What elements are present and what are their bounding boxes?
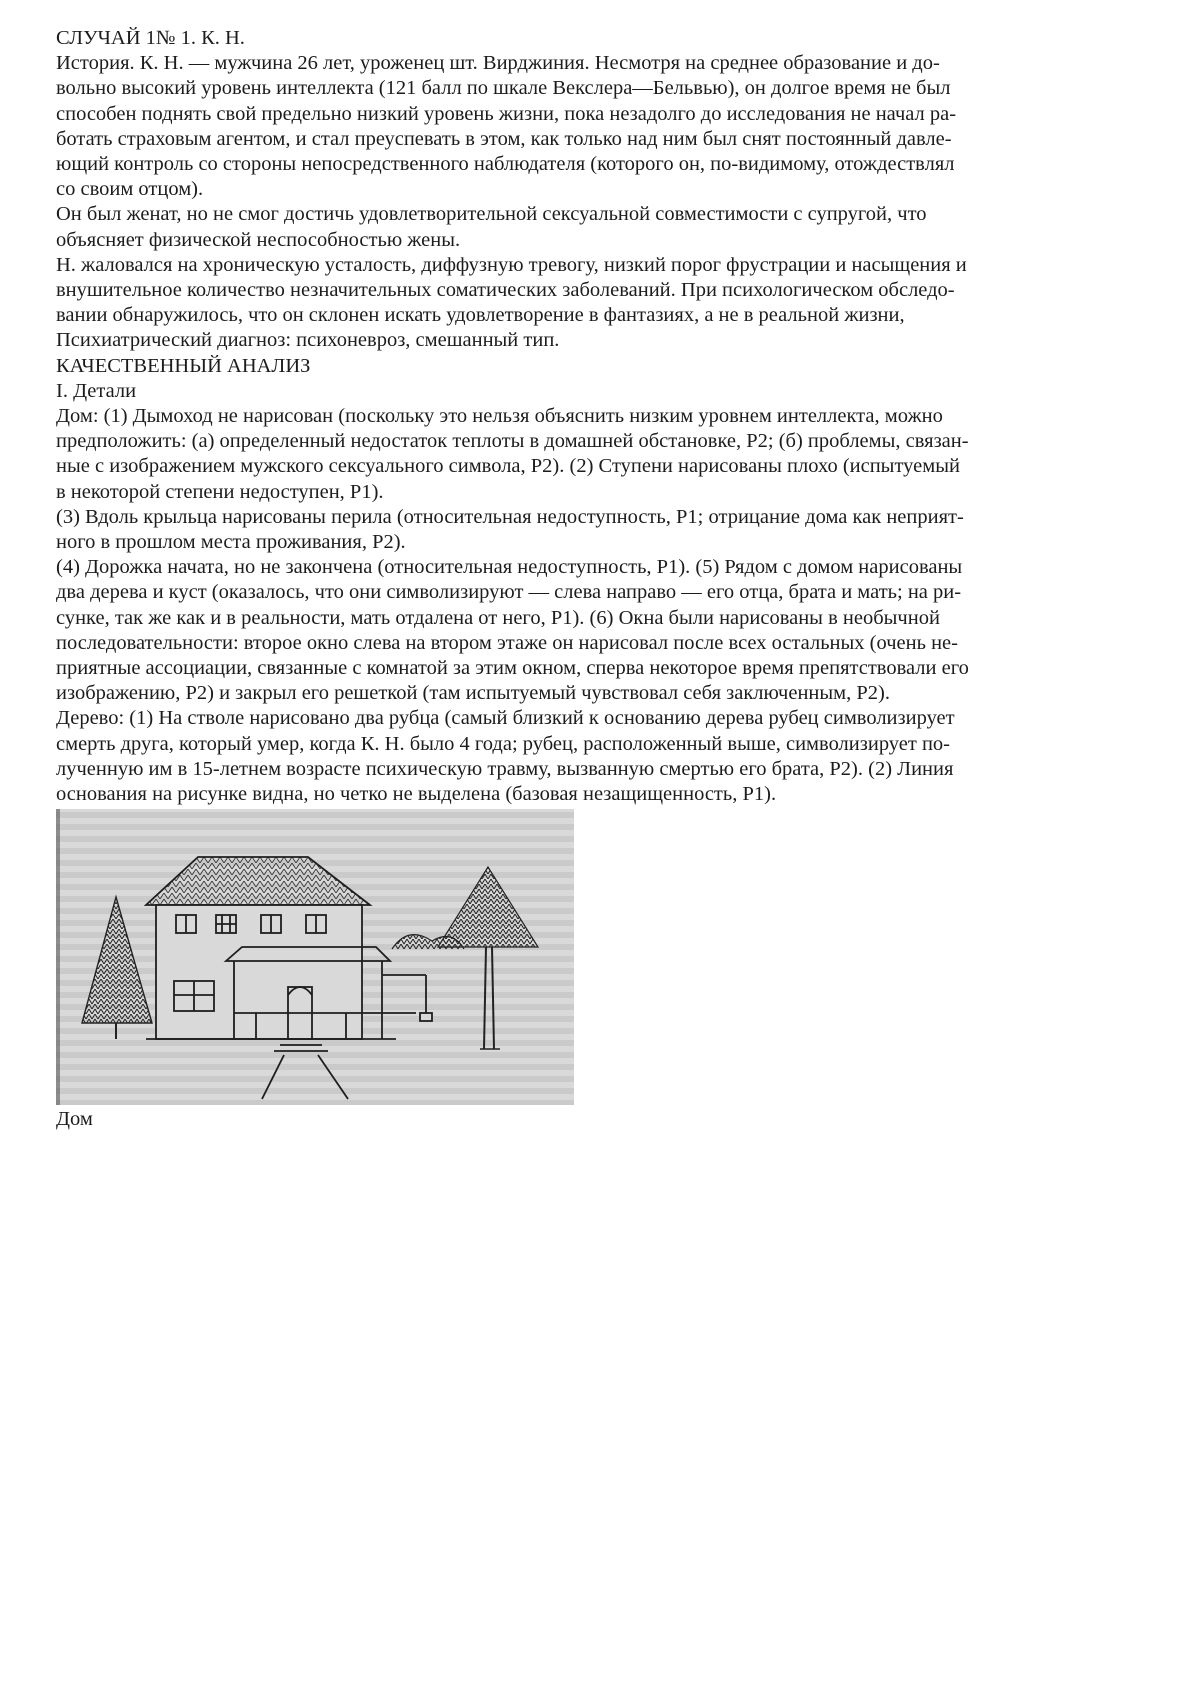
- analysis-line: лученную им в 15-летнем возрасте психическую травму, вызванную смертью его брата, Р2). (2) Линия: [56, 757, 954, 780]
- analysis-line: приятные ассоциации, связанные с комнатой за этим окном, сперва некоторое время препятствовали его: [56, 657, 969, 680]
- figure-caption: Дом: [56, 1108, 93, 1131]
- analysis-line: сунке, так же как и в реальности, мать отдалена от него, Р1). (6) Окна были нарисованы в необычной: [56, 606, 940, 629]
- history-line: ботать страховым агентом, и стал преуспевать в этом, как только над ним был снят постоянный давле-: [56, 127, 952, 150]
- analysis-line: предположить: (а) определенный недостаток теплоты в домашней обстановке, Р2; (б) проблемы, связан-: [56, 430, 969, 453]
- analysis-line: два дерева и куст (оказалось, что они символизируют — слева направо — его отца, брата и мать; на ри-: [56, 581, 962, 604]
- section-heading: КАЧЕСТВЕННЫЙ АНАЛИЗ: [56, 354, 311, 377]
- document-page: [56, 26, 1156, 1132]
- case-history: [56, 51, 1156, 353]
- history-line: ющий контроль со стороны непосредственного наблюдателя (которого он, по-видимому, отождествлял: [56, 153, 955, 176]
- analysis-line: ного в прошлом места проживания, Р2).: [56, 531, 406, 554]
- analysis-line: смерть друга, который умер, когда К. Н. было 4 года; рубец, расположенный выше, символизирует по-: [56, 732, 951, 755]
- history-line: внушительное количество незначительных соматических заболеваний. При психологическом обследо-: [56, 279, 955, 302]
- house-drawing: [56, 809, 574, 1105]
- analysis-line: изображению, Р2) и закрыл его решеткой (там испытуемый чувствовал себя заключенным, Р2).: [56, 682, 890, 705]
- history-line: объясняет физической неспособностью жены.: [56, 228, 461, 251]
- house-drawing-figure: [56, 809, 574, 1105]
- analysis-line: ные с изображением мужского сексуального символа, Р2). (2) Ступени нарисованы плохо (испытуемый: [56, 455, 960, 478]
- analysis-line: основания на рисунке видна, но четко не выделена (базовая незащищенность, Р1).: [56, 783, 777, 806]
- history-line: вольно высокий уровень интеллекта (121 балл по шкале Векслера—Бельвью), он долгое время не был: [56, 77, 951, 100]
- history-line: со своим отцом).: [56, 178, 204, 201]
- history-line: Психиатрический диагноз: психоневроз, смешанный тип.: [56, 329, 560, 352]
- history-line: способен поднять свой предельно низкий уровень жизни, пока незадолго до исследования не начал ра-: [56, 102, 957, 125]
- history-line: История. К. Н. — мужчина 26 лет, уроженец шт. Вирджиния. Несмотря на среднее образование и до-: [56, 52, 940, 75]
- subsection-heading: I. Детали: [56, 379, 137, 402]
- analysis-line: в некоторой степени недоступен, Р1).: [56, 480, 384, 503]
- analysis-line: последовательности: второе окно слева на втором этаже он нарисовал после всех остальных (очень не-: [56, 631, 958, 654]
- history-line: Он был женат, но не смог достичь удовлетворительной сексуальной совместимости с супругой, что: [56, 203, 927, 226]
- qualitative-analysis: [56, 404, 1156, 807]
- analysis-line: (3) Вдоль крыльца нарисованы перила (относительная недоступность, Р1; отрицание дома как неприят-: [56, 505, 964, 528]
- case-title: СЛУЧАЙ 1№ 1. К. Н.: [56, 27, 245, 49]
- history-line: Н. жаловался на хроническую усталость, диффузную тревогу, низкий порог фрустрации и насыщения и: [56, 253, 967, 276]
- history-line: вании обнаружилось, что он склонен искать удовлетворение в фантазиях, а не в реальной жизни,: [56, 304, 905, 327]
- analysis-line: Дерево: (1) На стволе нарисовано два рубца (самый близкий к основанию дерева рубец символизирует: [56, 707, 955, 730]
- analysis-line: (4) Дорожка начата, но не закончена (относительная недоступность, Р1). (5) Рядом с домом нарисованы: [56, 556, 963, 579]
- analysis-line: Дом: (1) Дымоход не нарисован (поскольку это нельзя объяснить низким уровнем интеллекта, можно: [56, 405, 943, 428]
